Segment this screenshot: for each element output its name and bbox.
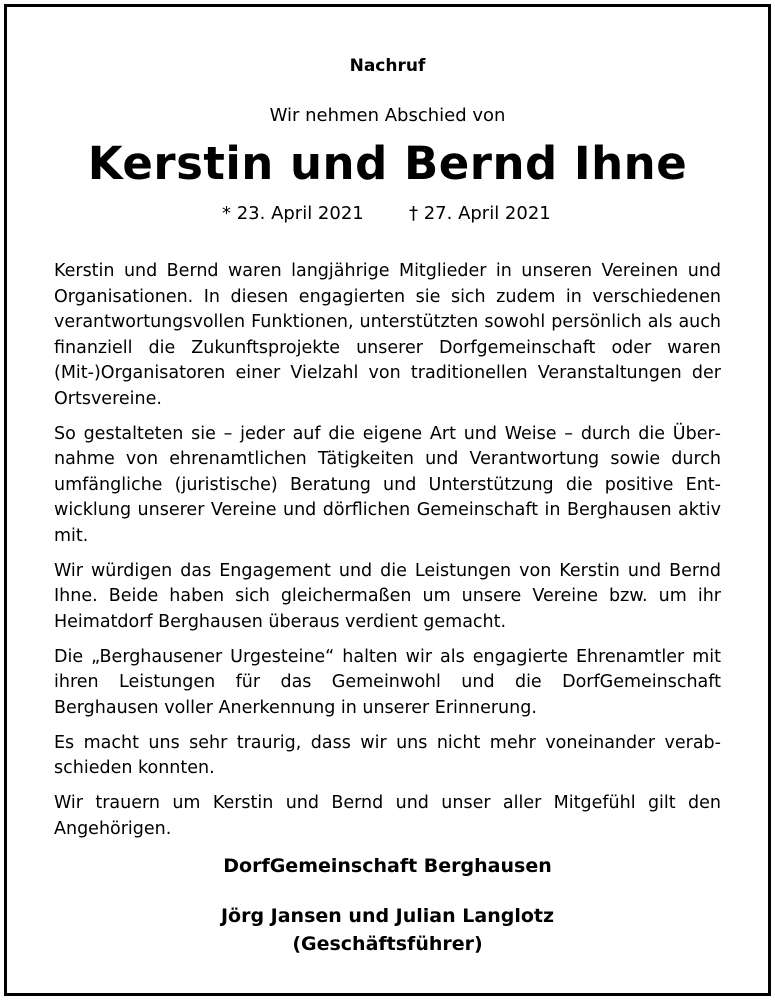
- paragraph: Kerstin und Bernd waren langjährige Mitglieder in unseren Vereinen und Organisationen. In diesen engagierten sie sich zudem in verschiedenen verantwortungsvollen Funktionen, unterstützten sowohl persönlich als auch finanziell die Zukunftsprojekte unserer Dorfgemeinschaft oder waren (Mit-)Organisatoren einer Vielzahl von traditionellen Veranstaltungen der Ortsvereine.: [54, 261, 721, 409]
- death-date: † 27. April 2021: [409, 203, 551, 224]
- paragraph: Die „Berghausener Urgesteine“ halten wir als engagierte Ehrenamtler mit ihren Leistungen für das Gemeinwohl und die DorfGemeinschaft Berghausen voller Anerkennung in unserer Erinnerung.: [54, 646, 721, 718]
- paragraph: Wir würdigen das Engagement und die Leistungen von Kerstin und Bernd Ihne. Beide haben sich gleichermaßen um unsere Vereine bzw. um ihr Heimatdorf Berghausen überaus verdient gemacht.: [54, 560, 721, 632]
- paragraph: Wir trauern um Kerstin und Bernd und unser aller Mitgefühl gilt den Angehörigen.: [54, 793, 721, 839]
- signature-names: Jörg Jansen und Julian Langlotz: [220, 905, 555, 927]
- paragraph: So gestalteten sie – jeder auf die eigene Art und Weise – durch die Übernahme von ehrenamtlichen Tätigkeiten und Verantwortung sowie durch umfängliche (juristische) Beratung und Unterstützung die positive Entwicklung unserer Vereine und dörflichen Gemeinschaft in Berghausen aktiv mit.: [54, 423, 721, 546]
- notice-heading: Nachruf: [349, 56, 426, 76]
- signature-role: (Geschäftsführer): [292, 933, 483, 955]
- paragraph: Es macht uns sehr traurig, dass wir uns nicht mehr voneinander verabschieden konnten.: [54, 732, 721, 778]
- signature-block: [54, 902, 721, 958]
- birth-date: * 23. April 2021: [222, 203, 364, 224]
- signature-organization: DorfGemeinschaft Berghausen: [223, 855, 552, 877]
- deceased-names: Kerstin und Bernd Ihne: [87, 137, 688, 190]
- body-text: [54, 259, 721, 852]
- intro-line: Wir nehmen Abschied von: [269, 105, 506, 126]
